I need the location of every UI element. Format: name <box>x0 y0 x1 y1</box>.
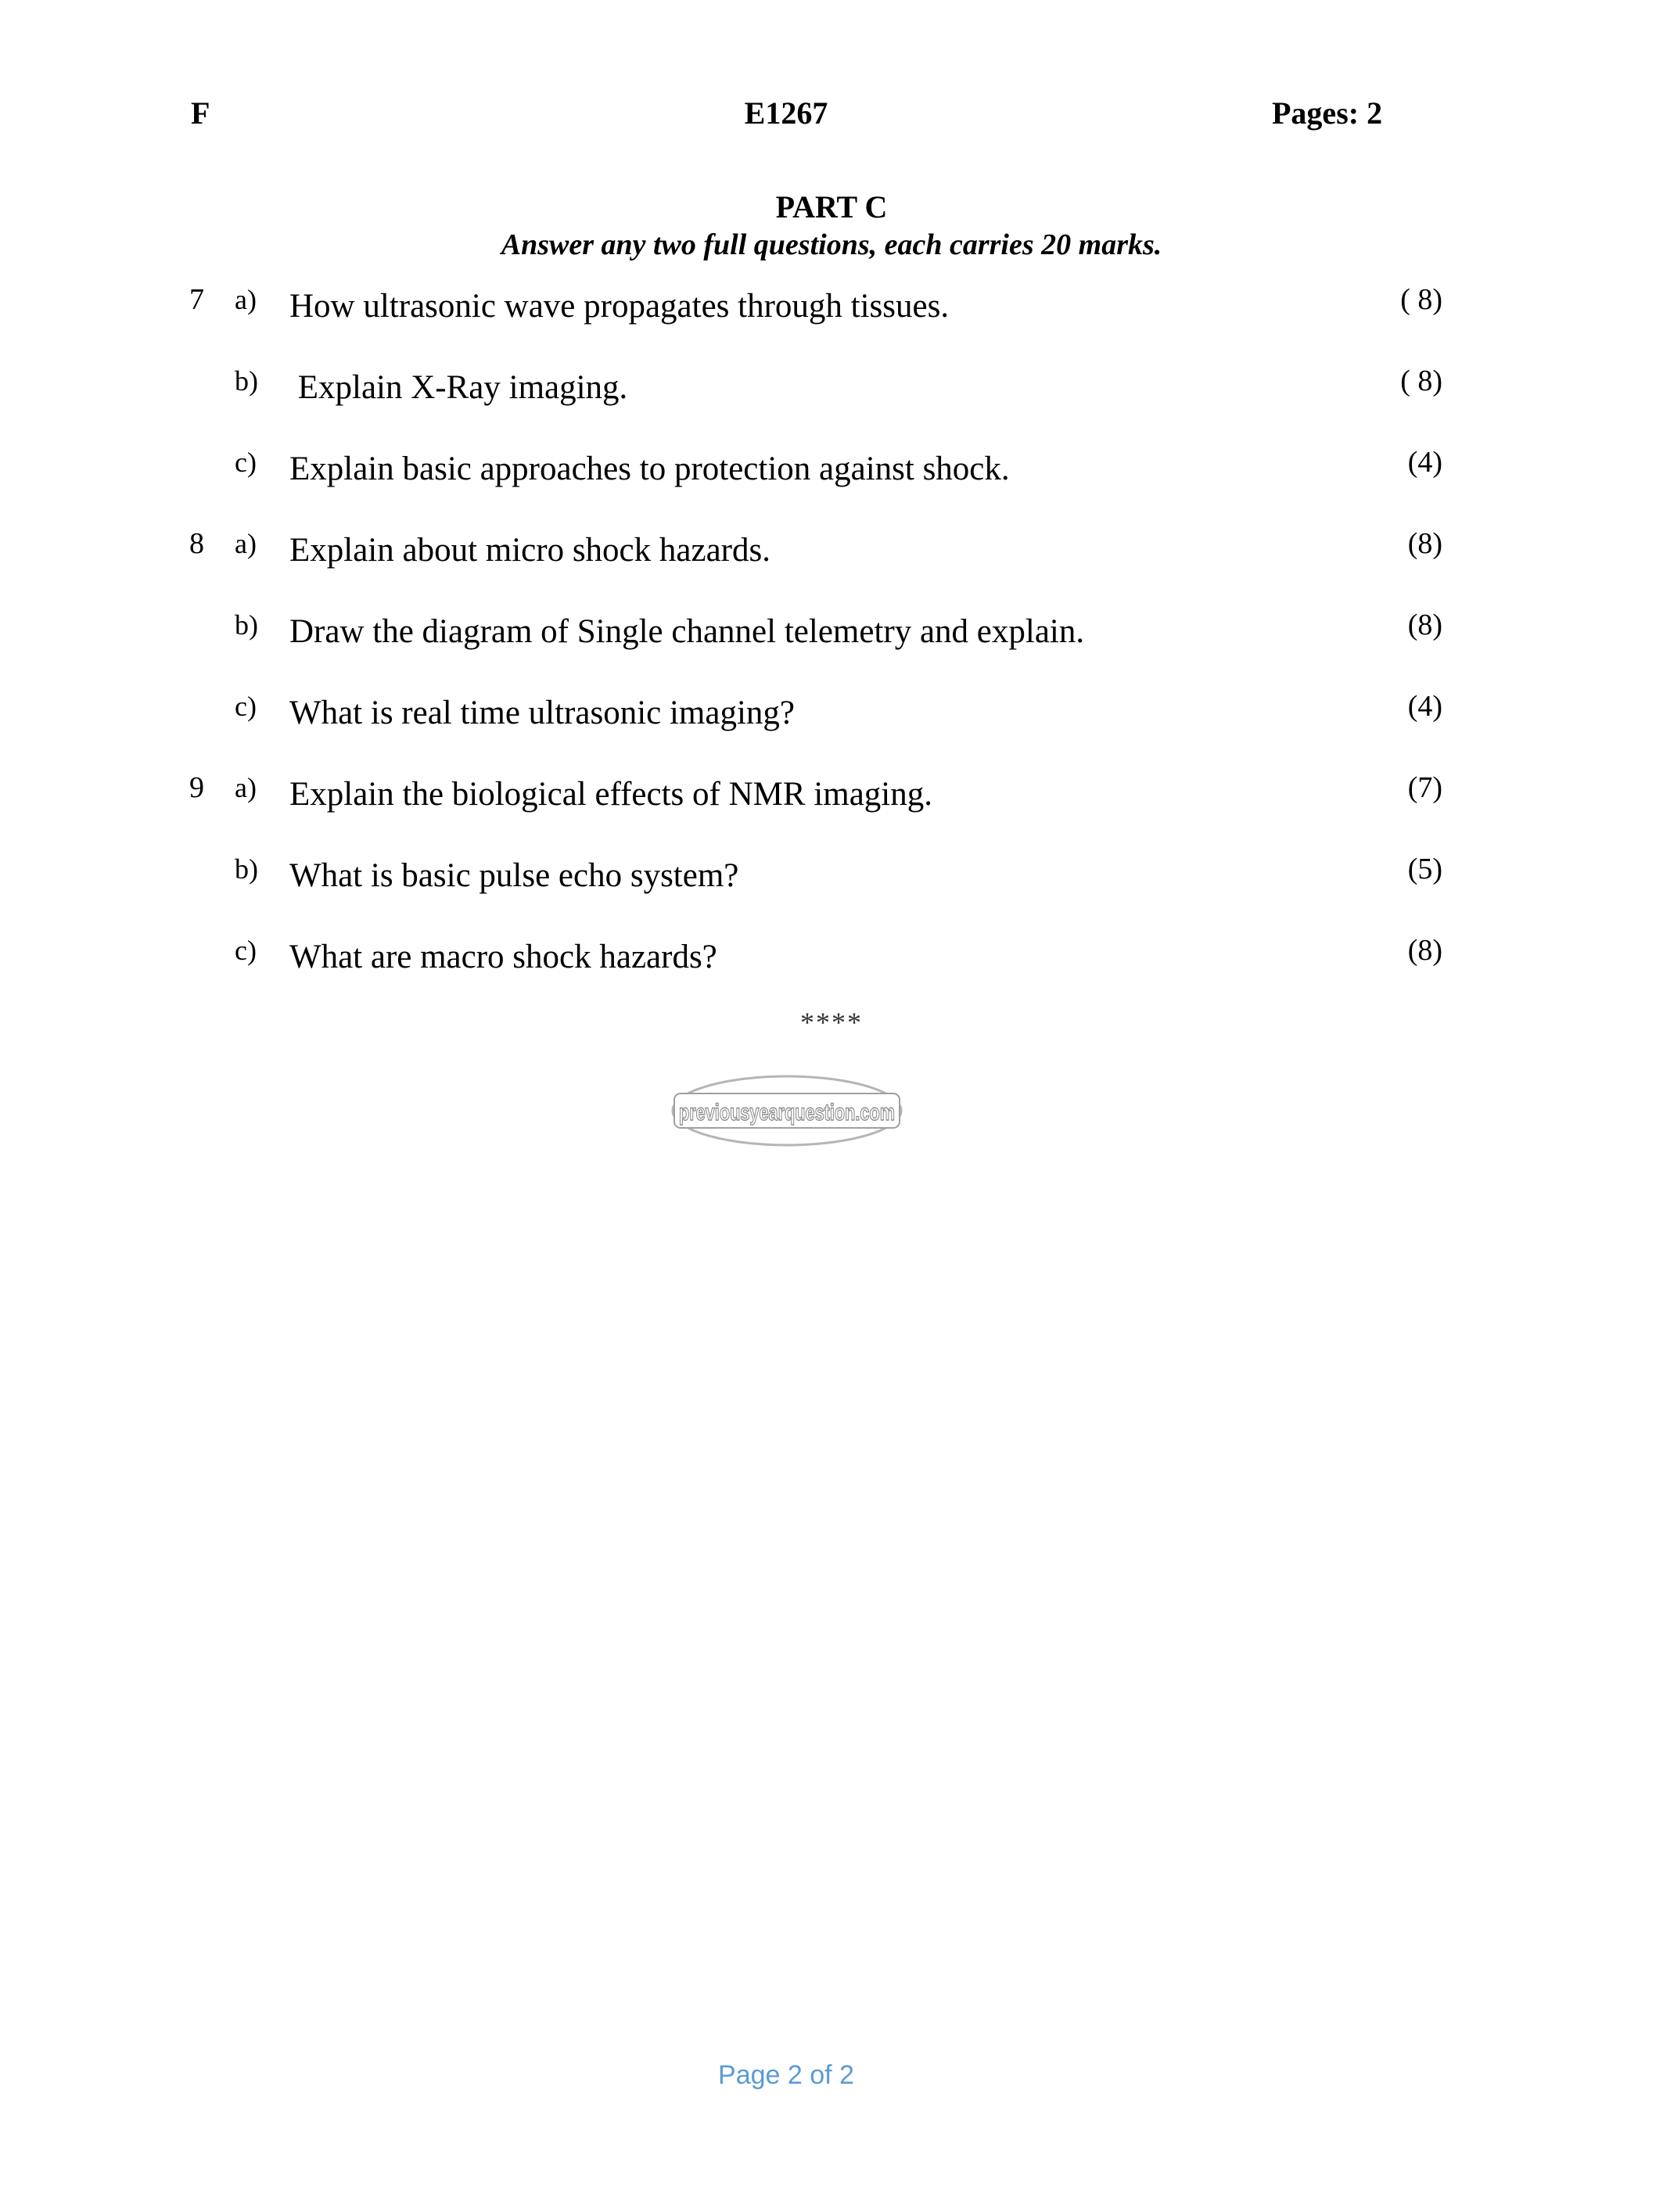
question-text: Explain about micro shock hazards. <box>289 532 770 569</box>
marks-label: (8) <box>1407 609 1442 641</box>
question-text: What is basic pulse echo system? <box>289 857 739 894</box>
question-row <box>0 931 1564 978</box>
watermark-text: previousyearquestion.com <box>679 1100 895 1126</box>
question-row <box>0 605 1564 652</box>
question-row <box>0 849 1564 896</box>
header-page-count: Pages: 2 <box>1272 95 1383 131</box>
subpart-label: c) <box>235 447 257 478</box>
part-instruction: Answer any two full questions, each carries 20 marks. <box>501 228 1162 261</box>
question-row <box>0 524 1564 571</box>
question-text: What is real time ultrasonic imaging? <box>289 695 795 731</box>
question-text: How ultrasonic wave propagates through tissues. <box>289 288 950 325</box>
end-of-paper-mark: **** <box>800 1007 863 1038</box>
question-number: 8 <box>189 527 204 560</box>
question-row <box>0 280 1564 327</box>
subpart-label: c) <box>235 691 257 722</box>
part-title: PART C <box>775 189 888 224</box>
subpart-label: a) <box>235 528 257 559</box>
header-exam-code: E1267 <box>744 95 828 131</box>
subpart-label: b) <box>235 853 258 885</box>
subpart-label: b) <box>235 365 258 397</box>
marks-label: (4) <box>1407 446 1442 479</box>
marks-label: ( 8) <box>1400 283 1442 316</box>
subpart-label: c) <box>235 935 257 966</box>
marks-label: (8) <box>1407 934 1442 967</box>
question-text: Draw the diagram of Single channel telemetry and explain. <box>289 613 1085 650</box>
question-text: Explain the biological effects of NMR imaging. <box>289 776 932 813</box>
marks-label: (7) <box>1407 771 1442 804</box>
marks-label: (5) <box>1407 853 1442 885</box>
header-series-letter: F <box>191 95 210 131</box>
subpart-label: b) <box>235 609 258 641</box>
subpart-label: a) <box>235 284 257 315</box>
question-row <box>0 768 1564 815</box>
marks-label: ( 8) <box>1400 364 1442 397</box>
question-number: 7 <box>189 283 204 316</box>
subpart-label: a) <box>235 772 257 803</box>
question-number: 9 <box>189 771 204 804</box>
watermark-logo <box>670 1073 904 1148</box>
question-text: What are macro shock hazards? <box>289 939 717 975</box>
question-row <box>0 443 1564 490</box>
question-text: Explain basic approaches to protection against shock. <box>289 451 1010 487</box>
question-row <box>0 361 1564 408</box>
page-footer: Page 2 of 2 <box>718 2060 854 2090</box>
marks-label: (4) <box>1407 690 1442 723</box>
question-row <box>0 687 1564 734</box>
marks-label: (8) <box>1407 527 1442 560</box>
question-text: Explain X-Ray imaging. <box>289 369 628 406</box>
